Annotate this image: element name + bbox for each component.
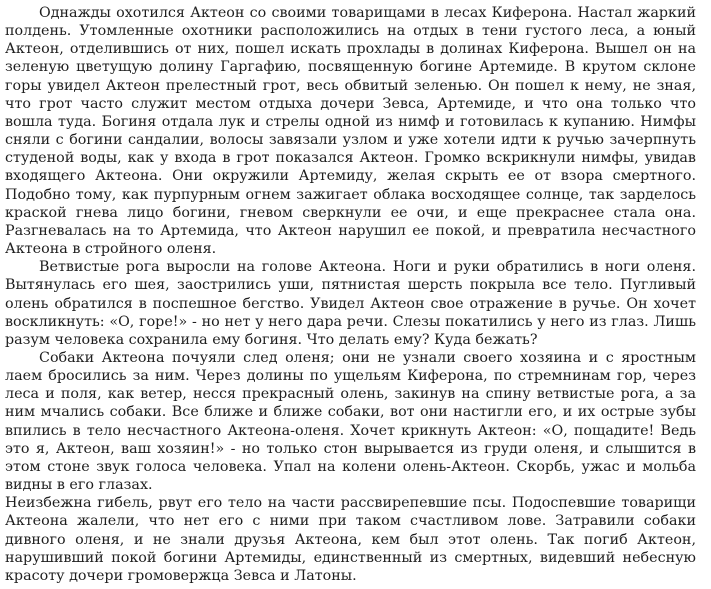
document-page [5,4,696,585]
paragraph-4: Неизбежна гибель, рвут его тело на части рассвирепевшие псы. Подоспевшие товарищи Актеона жалели, что нет его с ними при таком счастливом лове. Затравили собаки дивного оленя, и не знали друзья Актеона, кем был этот олень. Так погиб Актеон, нарушивший покой богини Артемиды, единственный из смертных, видевший небесную красоту дочери громовержца Зевса и Латоны. [5,495,696,584]
paragraph-1: Однажды охотился Актеон со своими товарищами в лесах Киферона. Настал жаркий полдень. Утомленные охотники расположились на отдых в тени густого леса, а юный Актеон, отделившись от них, пошел искать прохлады в долинах Киферона. Вышел он на зеленую цветущую долину Гаргафию, посвященную богине Артемиде. В крутом склоне горы увидел Актеон прелестный грот, весь обвитый зеленью. Он пошел к нему, не зная, что грот часто служит местом отдыха дочери Зевса, Артемиде, и что она только что вошла туда. Богиня отдала лук и стрелы одной из нимф и готовилась к купанию. Нимфы сняли с богини сандалии, волосы завязали узлом и уже хотели идти к ручью зачерпнуть студеной воды, как у входа в грот показался Актеон. Громко вскрикнули нимфы, увидав входящего Актеона. Они окружили Артемиду, желая скрыть ее от взора смертного. Подобно тому, как пурпурным огнем зажигает облака восходящее солнце, так зарделось краской гнева лицо богини, гневом сверкнули ее очи, и еще прекраснее стала она. Разгневалась на то Артемида, что Актеон нарушил ее покой, и превратила несчастного Актеона в стройного оленя. [5,5,696,258]
paragraph-2: Ветвистые рога выросли на голове Актеона. Ноги и руки обратились в ноги оленя. Вытянулась его шея, заострились уши, пятнистая шерсть покрыла все тело. Пугливый олень обратился в поспешное бегство. Увидел Актеон свое отражение в ручье. Он хочет воскликнуть: «О, горе!» - но нет у него дара речи. Слезы покатились у него из глаз. Лишь разум человека сохранила ему богиня. Что делать ему? Куда бежать? [5,259,696,348]
paragraph-3: Собаки Актеона почуяли след оленя; они не узнали своего хозяина и с яростным лаем бросились за ним. Через долины по ущельям Киферона, по стремнинам гор, через леса и поля, как ветер, несся прекрасный олень, закинув на спину ветвистые рога, а за ним мчались собаки. Все ближе и ближе собаки, вот они настигли его, и их острые зубы впились в тело несчастного Актеона-оленя. Хочет крикнуть Актеон: «О, пощадите! Ведь это я, Актеон, ваш хозяин!» - но только стон вырывается из груди оленя, и слышится в этом стоне звук голоса человека. Упал на колени олень-Актеон. Скорбь, ужас и мольба видны в его глазах. [5,349,696,494]
